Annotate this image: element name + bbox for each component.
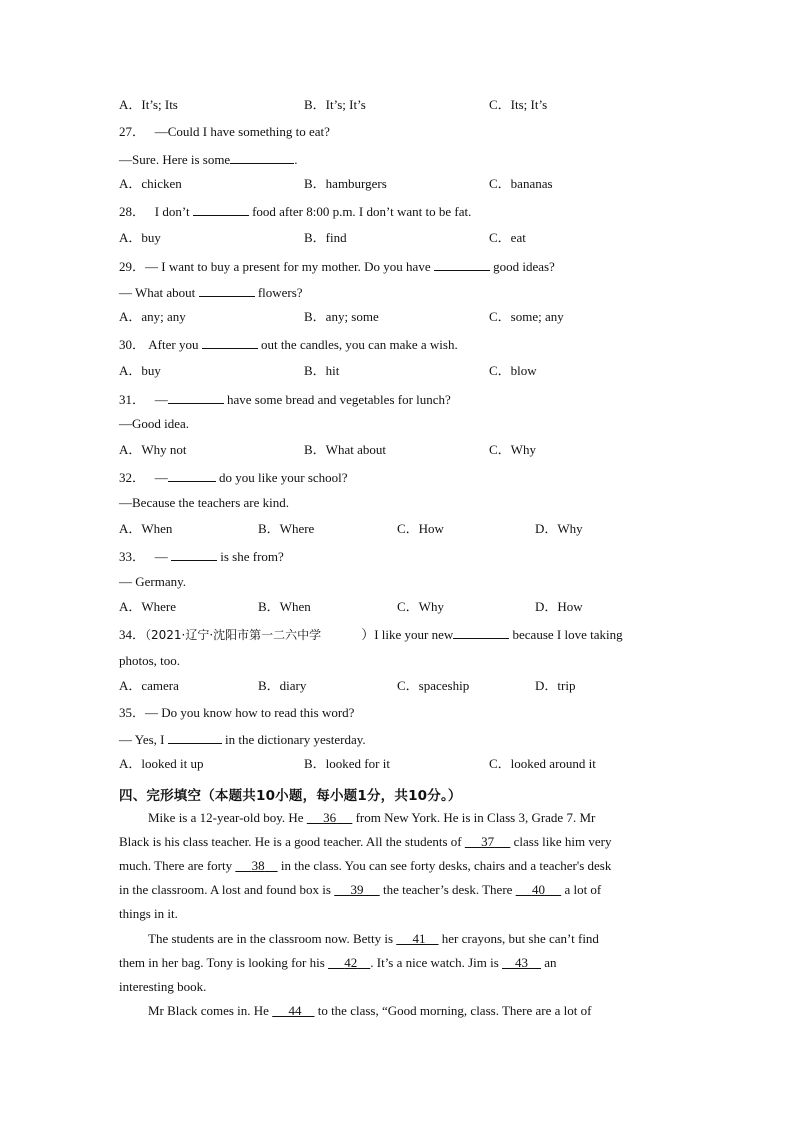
q31-option-b: B．What about — [304, 442, 386, 457]
q34-option-d: D．trip — [535, 678, 576, 693]
q30-blank — [202, 336, 258, 349]
q35-option-b: B．looked for it — [304, 756, 390, 771]
q33-number: 33． — [119, 549, 146, 564]
q28-text-b: food after 8:00 p.m. I don’t want to be fat. — [252, 204, 472, 219]
q26-option-a: A．It’s; Its — [119, 97, 178, 112]
q27-option-c: C．bananas — [489, 176, 553, 191]
q34-stem — [119, 626, 623, 643]
q31-text-b: have some bread and vegetables for lunch? — [227, 392, 451, 407]
q34-number: 34． — [119, 627, 146, 642]
q31-number: 31． — [119, 392, 146, 407]
q29-option-a: A．any; any — [119, 309, 186, 324]
q32-blank — [168, 469, 216, 482]
passage-line-3 — [119, 858, 611, 874]
passage-text: The students are in the classroom now. Betty is — [148, 931, 394, 946]
passage-text: a lot of — [564, 882, 602, 897]
q31-reply: —Good idea. — [119, 416, 190, 431]
q32-option-b: B．Where — [258, 521, 315, 536]
q28-option-c: C．eat — [489, 230, 526, 245]
q35-text-b: — Yes, I — [119, 732, 165, 747]
passage-text: to the class, “Good morning, class. There are a lot of — [317, 1003, 592, 1018]
passage-text: in the classroom. A lost and found box is — [119, 882, 331, 897]
q32-reply: —Because the teachers are kind. — [119, 495, 290, 510]
q34-source: （2021·辽宁·沈阳市第一二六中学 — [145, 628, 322, 642]
q30-number: 30． — [119, 337, 146, 352]
q26-option-b: B．It’s; It’s — [304, 97, 366, 112]
passage-line-1 — [148, 810, 595, 826]
blank-37-number: 37 — [481, 834, 495, 849]
q29-text-d: flowers? — [257, 285, 303, 300]
q33-dash: — — [154, 549, 168, 564]
q32-stem — [119, 469, 348, 486]
blank-38-number: 38 — [251, 858, 265, 873]
q27-reply — [119, 151, 297, 168]
passage-text: them in her bag. Tony is looking for his — [119, 955, 325, 970]
passage-line-8: interesting book. — [119, 979, 207, 994]
passage-text: class like him very — [513, 834, 612, 849]
blank-39 — [334, 882, 380, 897]
q32-text-b: do you like your school? — [219, 470, 348, 485]
q29-number: 29． — [119, 259, 146, 274]
q29-option-b: B．any; some — [304, 309, 379, 324]
q27-reply-text: —Sure. Here is some — [119, 152, 231, 167]
q26-option-c: C．Its; It’s — [489, 97, 548, 112]
q28-text-a: I don’t — [154, 204, 190, 219]
passage-line-4 — [119, 882, 601, 898]
q28-option-b: B．find — [304, 230, 347, 245]
blank-36 — [307, 810, 353, 825]
q34-continue: photos, too. — [119, 653, 181, 668]
q30-option-a: A．buy — [119, 363, 161, 378]
q29-stem — [119, 258, 555, 275]
q31-option-a: A．Why not — [119, 442, 187, 457]
blank-42 — [328, 955, 370, 970]
q28-number: 28． — [119, 204, 146, 219]
blank-44 — [272, 1003, 314, 1018]
passage-text: the teacher’s desk. There — [382, 882, 513, 897]
q34-text-a: I like your new — [374, 627, 454, 642]
q29-reply — [119, 284, 303, 301]
passage-line-2 — [119, 834, 611, 850]
q27-stem — [119, 124, 330, 140]
q34-option-b: B．diary — [258, 678, 307, 693]
q34-source-end: ） — [361, 627, 375, 642]
q27-text: —Could I have something to eat? — [154, 124, 330, 139]
passage-line-9 — [148, 1003, 591, 1019]
q35-stem — [119, 705, 354, 721]
passage-text: Black is his class teacher. He is a good teacher. All the students of — [119, 834, 462, 849]
q30-stem — [119, 336, 458, 353]
q35-text-a: — Do you know how to read this word? — [145, 705, 355, 720]
q27-number: 27． — [119, 124, 146, 139]
blank-39-number: 39 — [350, 882, 364, 897]
passage-text: Mike is a 12-year-old boy. He — [148, 810, 304, 825]
q30-text-a: After you — [148, 337, 199, 352]
q35-number: 35． — [119, 705, 146, 720]
q32-option-a: A．When — [119, 521, 173, 536]
q29-option-c: C．some; any — [489, 309, 564, 324]
passage-text: . It’s a nice watch. Jim is — [370, 955, 499, 970]
q29-text-c: — What about — [119, 285, 196, 300]
passage-text: from New York. He is in Class 3, Grade 7. Mr — [355, 810, 596, 825]
q30-text-b: out the candles, you can make a wish. — [260, 337, 458, 352]
q33-option-b: B．When — [258, 599, 311, 614]
q33-stem — [119, 548, 284, 565]
section-heading: 四、完形填空（本题共10小题，每小题1分，共10分。） — [119, 788, 462, 804]
q31-option-c: C．Why — [489, 442, 536, 457]
q31-stem — [119, 391, 451, 408]
q29-text-a: — I want to buy a present for my mother. Do you have — [145, 259, 431, 274]
q29-text-b: good ideas? — [493, 259, 555, 274]
q34-option-c: C．spaceship — [397, 678, 470, 693]
q29-blank-1 — [434, 258, 490, 271]
blank-44-number: 44 — [288, 1003, 302, 1018]
q29-blank-2 — [199, 284, 255, 297]
q27-reply-end: . — [294, 152, 298, 167]
q35-option-a: A．looked it up — [119, 756, 204, 771]
q33-option-a: A．Where — [119, 599, 177, 614]
q34-blank — [453, 626, 509, 639]
q31-dash: — — [154, 392, 168, 407]
blank-40-number: 40 — [531, 882, 545, 897]
q35-blank — [168, 731, 222, 744]
passage-text: her crayons, but she can’t find — [441, 931, 599, 946]
passage-line-6 — [148, 931, 599, 947]
blank-36-number: 36 — [323, 810, 337, 825]
q34-text-b: because I love taking — [512, 627, 623, 642]
blank-43-number: 43 — [515, 955, 529, 970]
blank-40 — [516, 882, 562, 897]
q35-option-c: C．looked around it — [489, 756, 596, 771]
passage-line-7 — [119, 955, 557, 971]
passage-text: an — [544, 955, 557, 970]
passage-text: Mr Black comes in. He — [148, 1003, 269, 1018]
q28-stem — [119, 203, 471, 220]
passage-line-5: things in it. — [119, 906, 178, 921]
q32-option-d: D．Why — [535, 521, 583, 536]
q30-option-b: B．hit — [304, 363, 340, 378]
q33-option-c: C．Why — [397, 599, 444, 614]
blank-41-number: 41 — [412, 931, 426, 946]
q34-option-a: A．camera — [119, 678, 179, 693]
blank-43 — [502, 955, 541, 970]
q30-option-c: C．blow — [489, 363, 537, 378]
q28-option-a: A．buy — [119, 230, 161, 245]
q27-option-a: A．chicken — [119, 176, 182, 191]
q35-text-c: in the dictionary yesterday. — [225, 732, 366, 747]
blank-42-number: 42 — [344, 955, 358, 970]
q27-blank — [230, 151, 294, 164]
q35-reply — [119, 731, 366, 748]
q32-option-c: C．How — [397, 521, 444, 536]
blank-41 — [396, 931, 438, 946]
q31-blank — [168, 391, 224, 404]
q32-dash: — — [154, 470, 168, 485]
passage-text: in the class. You can see forty desks, chairs and a teacher's desk — [280, 858, 612, 873]
q33-blank — [171, 548, 217, 561]
passage-text: much. There are forty — [119, 858, 233, 873]
q33-option-d: D．How — [535, 599, 583, 614]
q27-option-b: B．hamburgers — [304, 176, 387, 191]
q33-text-b: is she from? — [220, 549, 284, 564]
blank-37 — [465, 834, 511, 849]
q32-number: 32． — [119, 470, 146, 485]
q28-blank — [193, 203, 249, 216]
q33-reply: — Germany. — [119, 574, 187, 589]
blank-38 — [235, 858, 277, 873]
